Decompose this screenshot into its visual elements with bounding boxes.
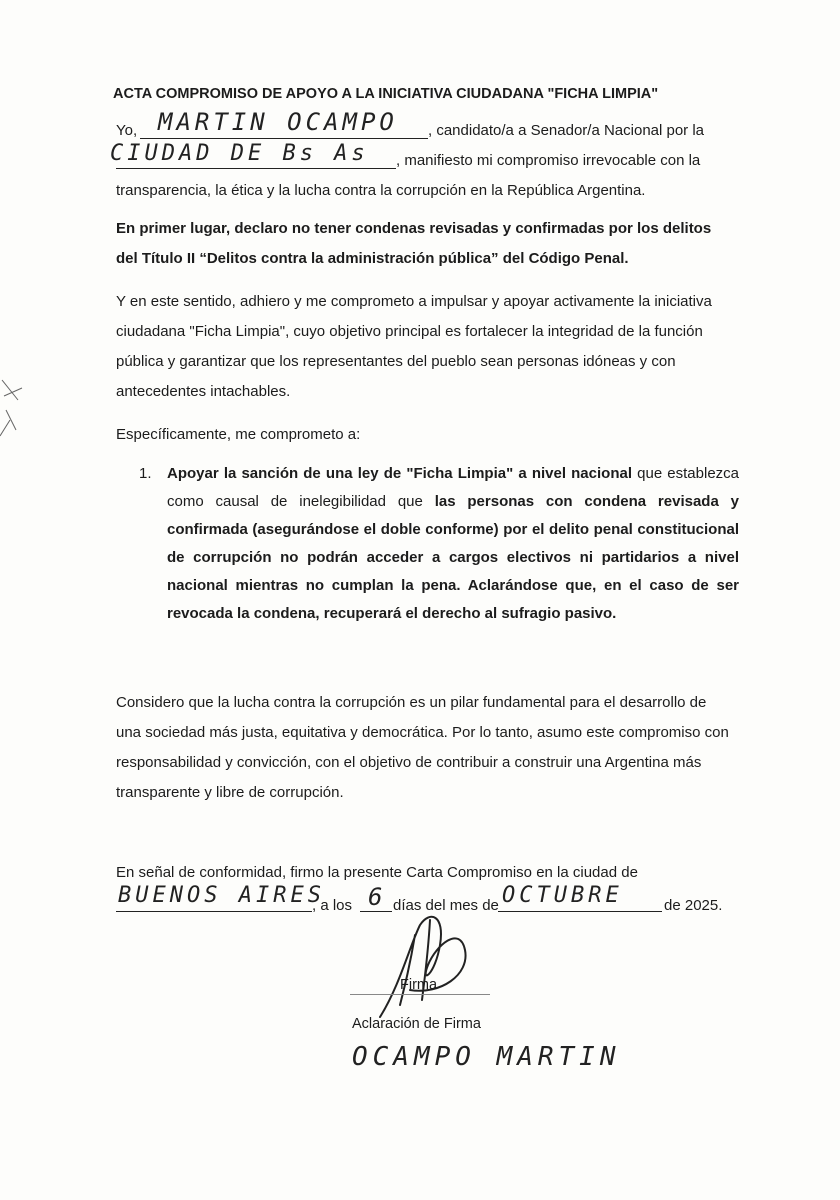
list-item	[139, 460, 739, 628]
margin-pen-marks	[0, 370, 40, 450]
aclaracion-label: Aclaración de Firma	[352, 1016, 481, 1032]
intro-yo: Yo,	[116, 122, 138, 139]
list-item-bold-2: las personas con condena revisada y confirmada (asegurándose el doble conforme) por el delito penal constitucional de corrupción no podrán acceder a cargos electivos ni partidarios a nivel nacional mientras no cumplan la pena. Aclarándose que, en el caso de ser revocada la condena, recuperará el derecho al sufragio pasivo.	[167, 493, 739, 622]
closing-year: de 2025.	[664, 897, 723, 914]
signature-line	[350, 994, 490, 995]
city-blank	[116, 911, 312, 912]
consideration-paragraph: Considero que la lucha contra la corrupción es un pilar fundamental para el desarrollo de una sociedad más justa, equitativa y democrática. Por lo tanto, asumo este compromiso con responsabilidad y convicción, con el objetivo de contribuir a construir una Argentina más transparente y libre de corrupción.	[116, 694, 729, 801]
district-blank	[116, 168, 396, 169]
month-blank	[498, 911, 662, 912]
handwritten-name: MARTIN OCAMPO	[158, 108, 398, 136]
closing-a-los: , a los	[312, 897, 353, 914]
commitment-list	[139, 460, 739, 628]
handwritten-city: BUENOS AIRES	[118, 883, 325, 908]
firma-label: Firma	[400, 977, 438, 993]
list-item-bold-1: Apoyar la sanción de una ley de "Ficha Limpia" a nivel nacional	[167, 465, 632, 482]
closing-intro: En señal de conformidad, firmo la presente Carta Compromiso en la ciudad de	[116, 864, 638, 881]
document-title: ACTA COMPROMISO DE APOYO A LA INICIATIVA CIUDADANA "FICHA LIMPIA"	[113, 86, 659, 102]
handwritten-district: CIUDAD DE Bs As	[110, 141, 369, 166]
name-blank	[140, 138, 428, 139]
adhesion-paragraph: Y en este sentido, adhiero y me comprometo a impulsar y apoyar activamente la iniciativa ciudadana "Ficha Limpia", cuyo objetivo principal es fortalecer la integridad de la función pública y garantizar que los representantes del pueblo sean personas idóneas y con antecedentes intachables.	[116, 293, 712, 400]
intro-line3: transparencia, la ética y la lucha contra la corrupción en la República Argentina.	[116, 182, 646, 199]
declaration-paragraph: En primer lugar, declaro no tener condenas revisadas y confirmadas por los delitos del Título II “Delitos contra la administración pública” del Código Penal.	[116, 220, 712, 267]
list-item-number: 1.	[139, 465, 152, 482]
list-item-plain: que establezca como causal de inelegibilidad que	[167, 465, 740, 510]
handwritten-day: 6	[368, 883, 387, 911]
closing-dias-del-mes: días del mes de	[393, 897, 499, 914]
specifically-text: Específicamente, me comprometo a:	[116, 426, 361, 443]
list-item-text	[167, 460, 739, 628]
signature-scribble	[370, 905, 480, 1025]
handwritten-month: OCTUBRE	[502, 883, 623, 908]
intro-commitment-text: , manifiesto mi compromiso irrevocable con la	[396, 152, 701, 169]
handwritten-aclaracion: OCAMPO MARTIN	[352, 1042, 621, 1072]
intro-candidate-text: , candidato/a a Senador/a Nacional por la	[428, 122, 705, 139]
